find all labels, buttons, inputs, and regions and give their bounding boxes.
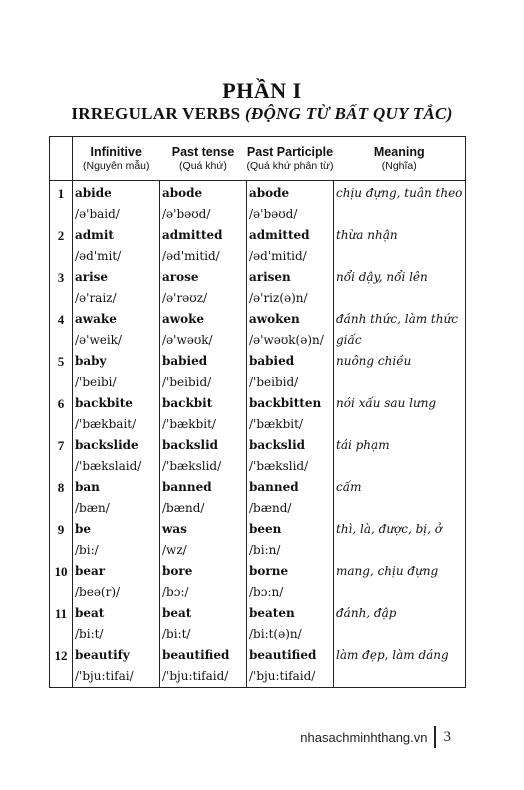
footer-divider: [434, 726, 436, 748]
row-number: 8: [50, 477, 73, 519]
table-row: [50, 603, 466, 624]
infinitive-phonetic: /'beibi/: [73, 372, 160, 393]
meaning-text-continued: [334, 288, 466, 309]
infinitive-phonetic: /ə'baid/: [73, 204, 160, 225]
table-row: [50, 435, 466, 456]
meaning-text-continued: [334, 624, 466, 645]
past-participle-word: borne: [247, 561, 334, 582]
meaning-text: đánh, đập: [336, 606, 397, 620]
past-participle-phonetic: /ə'wəʊk(ə)n/: [247, 330, 334, 351]
infinitive-word: abide: [73, 181, 160, 205]
past-participle-word: backslid: [247, 435, 334, 456]
meaning-text: tái phạm: [336, 438, 390, 452]
meaning-text-continued: giấc: [336, 333, 362, 347]
row-number: 4: [50, 309, 73, 351]
meaning-text-continued: [334, 456, 466, 477]
table-row-phonetic: [50, 372, 466, 393]
table-row: [50, 309, 466, 330]
infinitive-word: beat: [73, 603, 160, 624]
past-tense-word: backslid: [160, 435, 247, 456]
table-row-phonetic: [50, 666, 466, 688]
table-row-phonetic: [50, 246, 466, 267]
infinitive-word: beautify: [73, 645, 160, 666]
infinitive-word: backslide: [73, 435, 160, 456]
table-row-phonetic: [50, 330, 466, 351]
past-tense-word: abode: [160, 181, 247, 205]
publisher-site: nhasachminhthang.vn: [300, 729, 428, 745]
past-tense-phonetic: /bi:t/: [160, 624, 247, 645]
meaning-text: thừa nhận: [336, 228, 398, 242]
past-tense-word: admitted: [160, 225, 247, 246]
infinitive-phonetic: /beə(r)/: [73, 582, 160, 603]
row-number: 5: [50, 351, 73, 393]
col-label: Past tense: [171, 144, 235, 159]
title-vietnamese: (ĐỘNG TỪ BẤT QUY TẮC): [244, 104, 453, 123]
page-footer: [300, 726, 451, 748]
meaning-text-continued: [334, 498, 466, 519]
table-row-phonetic: [50, 204, 466, 225]
col-number-header: [50, 137, 73, 181]
infinitive-phonetic: /'bækbait/: [73, 414, 160, 435]
infinitive-phonetic: /bi:/: [73, 540, 160, 561]
past-tense-phonetic: /bɔ:/: [160, 582, 247, 603]
past-tense-phonetic: /'beibid/: [160, 372, 247, 393]
table-row-phonetic: [50, 540, 466, 561]
past-participle-word: arisen: [247, 267, 334, 288]
past-tense-word: arose: [160, 267, 247, 288]
infinitive-word: awake: [73, 309, 160, 330]
row-number: 12: [50, 645, 73, 688]
part-heading: PHẦN I: [222, 78, 302, 103]
meaning-text: nói xấu sau lưng: [336, 396, 437, 410]
infinitive-word: be: [73, 519, 160, 540]
table-header-row: [50, 137, 466, 181]
past-tense-word: bore: [160, 561, 247, 582]
table-row: [50, 393, 466, 414]
infinitive-word: ban: [73, 477, 160, 498]
past-tense-phonetic: /ə'rəʊz/: [160, 288, 247, 309]
table-row: [50, 267, 466, 288]
infinitive-word: arise: [73, 267, 160, 288]
meaning-text: đánh thức, làm thức: [336, 312, 458, 326]
infinitive-phonetic: /ə'raiz/: [73, 288, 160, 309]
row-number: 2: [50, 225, 73, 267]
past-participle-phonetic: /bɔ:n/: [247, 582, 334, 603]
row-number: 10: [50, 561, 73, 603]
past-participle-phonetic: /'bækslid/: [247, 456, 334, 477]
meaning-text: mang, chịu đựng: [336, 564, 439, 578]
infinitive-word: admit: [73, 225, 160, 246]
infinitive-phonetic: /bæn/: [73, 498, 160, 519]
row-number: 1: [50, 181, 73, 226]
table-row: [50, 181, 466, 205]
row-number: 6: [50, 393, 73, 435]
past-tense-word: babied: [160, 351, 247, 372]
past-participle-word: admitted: [247, 225, 334, 246]
col-sub-label: (Nguyên mẫu): [82, 159, 150, 172]
meaning-text-continued: [334, 204, 466, 225]
col-label: Past Participle: [246, 144, 334, 159]
meaning-text: cấm: [336, 480, 362, 494]
past-participle-word: backbitten: [247, 393, 334, 414]
infinitive-phonetic: /'bju:tifai/: [73, 666, 160, 688]
infinitive-phonetic: /ə'weik/: [73, 330, 160, 351]
table-body: [50, 181, 466, 688]
past-tense-word: backbit: [160, 393, 247, 414]
past-participle-word: banned: [247, 477, 334, 498]
meaning-text: chịu đựng, tuân theo: [336, 186, 463, 200]
page-title: [0, 104, 524, 124]
past-participle-phonetic: /bænd/: [247, 498, 334, 519]
table-row: [50, 351, 466, 372]
table-row-phonetic: [50, 624, 466, 645]
infinitive-phonetic: /əd'mit/: [73, 246, 160, 267]
past-tense-phonetic: /'bju:tifaid/: [160, 666, 247, 688]
meaning-text-continued: [334, 414, 466, 435]
col-label: Meaning: [373, 144, 425, 159]
irregular-verbs-table: [49, 136, 466, 688]
row-number: 3: [50, 267, 73, 309]
infinitive-phonetic: /'bækslaid/: [73, 456, 160, 477]
past-tense-phonetic: /'bækbit/: [160, 414, 247, 435]
past-participle-word: babied: [247, 351, 334, 372]
past-participle-phonetic: /ə'riz(ə)n/: [247, 288, 334, 309]
table-row: [50, 645, 466, 666]
past-tense-word: was: [160, 519, 247, 540]
table-row-phonetic: [50, 582, 466, 603]
past-participle-phonetic: /bi:t(ə)n/: [247, 624, 334, 645]
past-participle-word: beautified: [247, 645, 334, 666]
col-participle-header: [247, 137, 334, 181]
table-row-phonetic: [50, 288, 466, 309]
meaning-text: nuông chiều: [336, 354, 412, 368]
past-participle-phonetic: /'bju:tifaid/: [247, 666, 334, 688]
col-label: Infinitive: [90, 144, 142, 159]
past-tense-phonetic: /əd'mitid/: [160, 246, 247, 267]
row-number: 9: [50, 519, 73, 561]
meaning-text-continued: [334, 372, 466, 393]
meaning-text-continued: [334, 666, 466, 688]
row-number: 11: [50, 603, 73, 645]
infinitive-word: baby: [73, 351, 160, 372]
past-tense-word: beat: [160, 603, 247, 624]
past-tense-phonetic: /wz/: [160, 540, 247, 561]
past-tense-phonetic: /'bækslid/: [160, 456, 247, 477]
meaning-text: làm đẹp, làm dáng: [336, 648, 449, 662]
row-number: 7: [50, 435, 73, 477]
meaning-text: nổi dậy, nổi lên: [336, 270, 428, 284]
infinitive-phonetic: /bi:t/: [73, 624, 160, 645]
table-row-phonetic: [50, 414, 466, 435]
past-participle-phonetic: /əd'mitid/: [247, 246, 334, 267]
meaning-text: thì, là, được, bị, ở: [336, 522, 442, 536]
past-participle-phonetic: /bi:n/: [247, 540, 334, 561]
table-row-phonetic: [50, 498, 466, 519]
past-tense-phonetic: /ə'bəʊd/: [160, 204, 247, 225]
past-participle-phonetic: /'beibid/: [247, 372, 334, 393]
past-participle-word: abode: [247, 181, 334, 205]
col-meaning-header: [334, 137, 466, 181]
table-row: [50, 519, 466, 540]
col-sub-label: (Quá khứ): [179, 159, 227, 172]
infinitive-word: backbite: [73, 393, 160, 414]
meaning-text-continued: [334, 582, 466, 603]
past-tense-phonetic: /bænd/: [160, 498, 247, 519]
table-row: [50, 561, 466, 582]
past-participle-word: beaten: [247, 603, 334, 624]
infinitive-word: bear: [73, 561, 160, 582]
past-participle-word: been: [247, 519, 334, 540]
page-number: 3: [443, 728, 451, 745]
table-row-phonetic: [50, 456, 466, 477]
past-tense-word: beautified: [160, 645, 247, 666]
col-infinitive-header: [73, 137, 160, 181]
col-past-header: [160, 137, 247, 181]
past-tense-word: awoke: [160, 309, 247, 330]
col-sub-label: (Nghĩa): [381, 159, 417, 172]
meaning-text-continued: [334, 246, 466, 267]
past-participle-word: awoken: [247, 309, 334, 330]
past-tense-phonetic: /ə'wəʊk/: [160, 330, 247, 351]
title-english: IRREGULAR VERBS: [71, 104, 241, 123]
past-participle-phonetic: /'bækbit/: [247, 414, 334, 435]
past-tense-word: banned: [160, 477, 247, 498]
table-row: [50, 477, 466, 498]
past-participle-phonetic: /ə'bəʊd/: [247, 204, 334, 225]
meaning-text-continued: [334, 540, 466, 561]
table-row: [50, 225, 466, 246]
col-sub-label: (Quá khứ phân từ): [246, 159, 334, 172]
